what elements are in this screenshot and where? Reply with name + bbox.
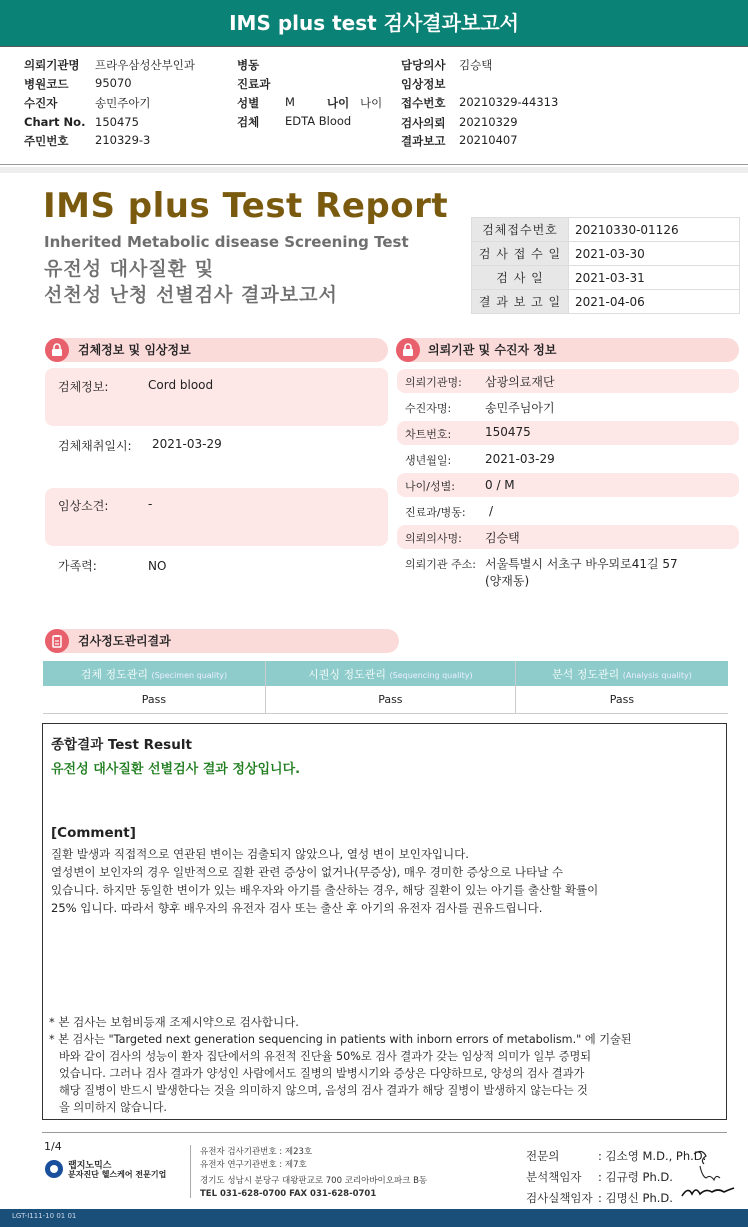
meta-value: 2021-03-30 [569, 242, 740, 266]
qc-value: Pass [43, 686, 265, 714]
header-value: EDTA Blood [285, 114, 352, 128]
signer-role: 분석책임자 [526, 1170, 582, 1184]
clinical-value: - [148, 497, 153, 511]
comment-heading: [Comment] [51, 825, 136, 841]
collection-date-value: 2021-03-29 [152, 437, 222, 451]
specimen-section-header [45, 338, 388, 362]
signer-name: : 김소영 M.D., Ph.D. [598, 1149, 707, 1163]
inst-value: 0 / M [485, 478, 515, 492]
qc-header: 시퀀싱 정도관리 (Sequencing quality) [265, 661, 515, 686]
family-history-value: NO [148, 559, 167, 573]
header-value: 나이 [360, 96, 383, 110]
comment-line: 있습니다. 하지만 동일한 변이가 있는 배우자와 아기를 출산하는 경우, 해당 질환이 있는 아기를 출산할 확률이 [51, 883, 599, 897]
signer-role: 전문의 [526, 1149, 560, 1163]
header-value: 150475 [95, 115, 139, 129]
company-logo [44, 1157, 184, 1183]
inst-label: 의뢰기관명: [405, 376, 462, 389]
footer-line: 유전자 검사기관번호 : 제23호 [200, 1147, 313, 1157]
header-label: 의뢰기관명 [24, 58, 80, 72]
comment-line: 열성변이 보인자의 경우 일반적으로 질환 관련 증상이 없거나(무증상), 매우 경미한 증상으로 나타날 수 [51, 865, 563, 879]
clinical-label: 임상소견: [58, 499, 109, 513]
header-label: 검사의뢰 [401, 116, 446, 130]
note-line: * 본 검사는 "Targeted next generation sequencing in patients with inborn errors of metabolism." 에 기술된 [49, 1033, 632, 1046]
note-performance [49, 1031, 721, 1116]
inst-label: 수진자명: [405, 402, 452, 415]
inst-value: 2021-03-29 [485, 452, 555, 466]
header-value: 프라우삼성산부인과 [95, 58, 195, 72]
specimen-section-title: 검체정보 및 임상정보 [78, 343, 191, 357]
header-label: 병원코드 [24, 77, 69, 91]
institution-section-header [396, 338, 739, 362]
institution-section-title: 의뢰기관 및 수진자 정보 [428, 343, 557, 357]
note-line: 바와 같이 검사의 성능이 환자 집단에서의 유전적 진단율 50%로 검사 결과가 갖는 임상적 의미가 일부 증명되 [59, 1050, 592, 1063]
meta-label: 검체접수번호 [472, 218, 569, 242]
result-summary: 유전성 대사질환 선별검사 결과 정상입니다. [51, 762, 301, 777]
lock-icon [45, 338, 69, 362]
header-value: 송민주아기 [95, 96, 151, 110]
header-label: 담당의사 [401, 58, 446, 72]
qc-header: 검체 정도관리 (Specimen quality) [43, 661, 265, 686]
inst-value: 김승택 [485, 531, 520, 545]
institution-numbers [200, 1146, 427, 1201]
header-label: Chart No. [24, 115, 86, 129]
family-history-label: 가족력: [58, 559, 97, 573]
header-value: M [285, 95, 295, 109]
header-label: 성별 [237, 96, 260, 110]
company-sub: 분자진단 헬스케어 전문기업 [68, 1170, 167, 1179]
header-label: 접수번호 [401, 96, 446, 110]
inst-label: 생년월일: [405, 454, 452, 467]
page-number: 1/4 [44, 1140, 62, 1153]
bottom-bar [0, 1209, 748, 1227]
footer-line: 경기도 성남시 분당구 대왕판교로 700 코리아바이오파크 B동 [200, 1176, 428, 1186]
report-title-en: IMS plus Test Report [43, 186, 449, 226]
result-heading: 종합결과 Test Result [51, 737, 192, 753]
header-label: 진료과 [237, 77, 271, 91]
header-label: 주민번호 [24, 134, 69, 148]
report-meta-table [471, 217, 740, 314]
meta-label: 검 사 접 수 일 [472, 242, 569, 266]
inst-label: 진료과/병동: [405, 506, 466, 519]
comment-line: 25% 입니다. 따라서 향후 배우자의 유전자 검사 또는 출산 후 아기의 유전자 검사를 권유드립니다. [51, 901, 543, 915]
meta-value: 20210330-01126 [569, 218, 740, 242]
company-logo-icon [44, 1159, 64, 1179]
header-label: 결과보고 [401, 134, 446, 148]
header-label: 임상정보 [401, 77, 446, 91]
specimen-type-row [45, 368, 388, 426]
specimen-type-label: 검체정보: [58, 380, 109, 394]
inst-value: / [489, 504, 494, 518]
comment-line: 질환 발생과 직접적으로 연관된 변이는 검출되지 않았으나, 열성 변이 보인자입니다. [51, 847, 469, 861]
meta-value: 2021-04-06 [569, 290, 740, 314]
signer-name: : 김규령 Ph.D. [598, 1170, 673, 1184]
document-code: LGT-I111-10 01 01 [12, 1212, 77, 1220]
signature-marks [676, 1142, 738, 1204]
report-title-ko-1: 유전성 대사질환 및 [44, 258, 215, 280]
meta-label: 결 과 보 고 일 [472, 290, 569, 314]
inst-label: 차트번호: [405, 428, 452, 441]
qc-header: 분석 정도관리 (Analysis quality) [515, 661, 728, 686]
note-line: 해당 질병이 반드시 발생한다는 것을 의미하지 않으며, 음성의 검사 결과가 해당 질병이 발생하지 않는다는 것 [59, 1084, 588, 1097]
inst-label: 나이/성별: [405, 480, 455, 493]
report-title-bar: IMS plus test 검사결과보고서 [0, 0, 748, 47]
report-subtitle: Inherited Metabolic disease Screening Test [44, 233, 409, 251]
meta-label: 검 사 일 [472, 266, 569, 290]
qc-section-header [45, 629, 399, 653]
signer-name: : 김명신 Ph.D. [598, 1191, 673, 1205]
specimen-type-value: Cord blood [148, 378, 214, 392]
qc-section-title: 검사정도관리결과 [78, 634, 171, 648]
qc-value: Pass [515, 686, 728, 714]
lock-icon [396, 338, 420, 362]
collection-date-label: 검체채취일시: [58, 439, 132, 453]
header-label: 병동 [237, 58, 260, 72]
header-value: 김승택 [459, 58, 493, 72]
inst-value: 150475 [485, 425, 531, 439]
clipboard-icon [45, 629, 69, 653]
header-value: 210329-3 [95, 133, 151, 147]
header-value: 20210407 [459, 133, 518, 147]
address-label: 의뢰기관 주소: [405, 558, 476, 571]
header-label: 수진자 [24, 96, 58, 110]
note-line: 었습니다. 그러나 검사 결과가 양성인 사람에서도 질병의 발병시기와 증상은 다양하므로, 양성의 검사 결과가 [59, 1067, 585, 1080]
signer-role: 검사실책임자 [526, 1191, 593, 1205]
signer-roles [526, 1146, 593, 1209]
header-value: 95070 [95, 76, 132, 90]
inst-value: 삼광의료재단 [485, 375, 555, 389]
divider [0, 164, 748, 165]
header-label: 검체 [237, 115, 260, 129]
note-line: 을 의미하지 않습니다. [59, 1101, 167, 1114]
footer-line: TEL 031-628-0700 FAX 031-628-0701 [200, 1189, 377, 1199]
comment-text [51, 845, 721, 917]
company-name: 랩지노믹스 [68, 1161, 112, 1171]
address-line1: 서울특별시 서초구 바우뫼로41길 57 [485, 557, 678, 571]
meta-value: 2021-03-31 [569, 266, 740, 290]
address-line2: (양재동) [485, 574, 530, 588]
divider-shadow [0, 167, 748, 173]
header-info [0, 0, 748, 170]
header-value: 20210329-44313 [459, 95, 559, 109]
header-label: 나이 [327, 96, 350, 110]
header-value: 20210329 [459, 115, 518, 129]
footer-divider [42, 1132, 727, 1133]
footer-vline [190, 1145, 191, 1198]
qc-table [43, 661, 728, 714]
qc-value: Pass [265, 686, 515, 714]
inst-value: 송민주님아기 [485, 401, 555, 415]
inst-label: 의뢰의사명: [405, 532, 462, 545]
footer-line: 유전자 연구기관번호 : 제7호 [200, 1160, 307, 1170]
report-title-ko-2: 선천성 난청 선별검사 결과보고서 [44, 284, 338, 306]
note-insurance: * 본 검사는 보험비등재 조제시약으로 검사합니다. [49, 1015, 299, 1029]
